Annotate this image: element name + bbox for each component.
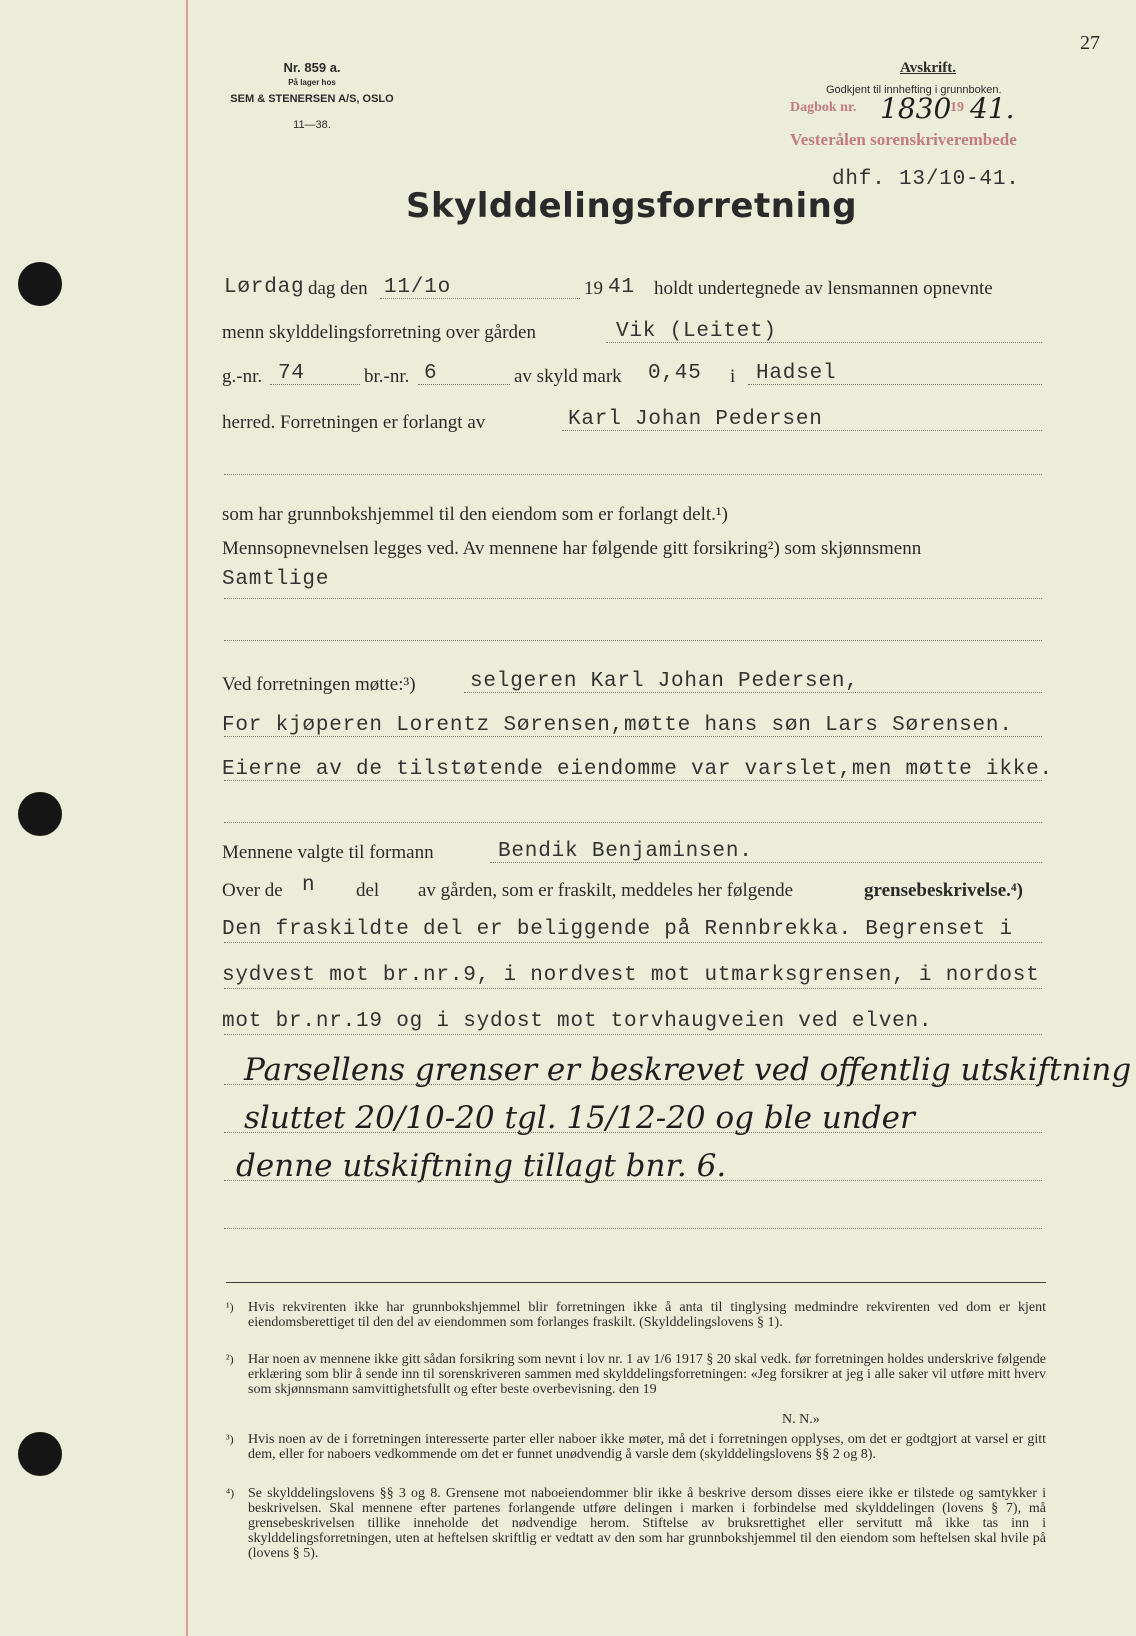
footnote-text: N. N.» [782, 1412, 820, 1427]
year-prefix: 19 [584, 278, 603, 299]
punch-hole [18, 792, 62, 836]
grense-line-1: Den fraskildte del er beliggende på Rennbrekka. Begrenset i [222, 918, 1013, 941]
form-number: Nr. 859 a. [283, 60, 341, 75]
gnr-value: 74 [278, 362, 305, 385]
dotted-line [606, 342, 1042, 343]
grense-line-3: mot br.nr.19 og i sydost mot torvhaugveien ved elven. [222, 1010, 933, 1033]
forsikring-answer: Samtlige [222, 568, 330, 591]
dotted-line [562, 430, 1042, 431]
footnote-4 [226, 1486, 1046, 1561]
dagbok-number: 1830 [880, 92, 952, 125]
fraskilt-text: av gården, som er fraskilt, meddeles her følgende [418, 880, 794, 901]
footnote-1 [226, 1300, 1046, 1330]
motte-line-3: Eierne av de tilstøtende eiendomme var varslet,men møtte ikke. [222, 758, 1053, 781]
printer-date: 11—38. [293, 119, 331, 131]
punch-hole [18, 1432, 62, 1476]
footnote-3 [226, 1432, 1046, 1462]
brnr-value: 6 [424, 362, 438, 385]
printer-name: SEM & STENERSEN A/S, OSLO [230, 93, 394, 105]
holdt-text: holdt undertegnede av lensmannen opnevnte [654, 278, 993, 299]
dotted-line [224, 1132, 1042, 1133]
dotted-line [224, 780, 1042, 781]
dotted-line [490, 862, 1042, 863]
printer-line: På lager hos [288, 78, 336, 87]
footnote-2 [226, 1352, 1046, 1397]
dotted-line [418, 384, 510, 385]
footnote-text: Har noen av mennene ikke gitt sådan forsikring som nevnt i lov nr. 1 av 1/6 1917 § 20 skal vedk. før forretningen holdes underskrive følgende erklæring som blir å sende inn til sorenskriveren sammen med skylddelingsforretningen: «Jeg forsikrer at jeg i alle saker vil utføre mitt hverv som skjønnsmann samvittighetsfullt og efter beste overbevisning. den 19 [248, 1352, 1046, 1397]
skyld-value: 0,45 [648, 362, 702, 385]
motte-line-1: selgeren Karl Johan Pedersen, [470, 670, 859, 693]
dotted-line [748, 384, 1042, 385]
dotted-line [224, 640, 1042, 641]
dotted-line [224, 1034, 1042, 1035]
godkjent-text: Godkjent til innhefting i grunnboken. [826, 84, 1002, 96]
motte-line-2: For kjøperen Lorentz Sørensen,møtte hans søn Lars Sørensen. [222, 714, 1013, 737]
dotted-line [224, 1084, 1042, 1085]
dotted-line [270, 384, 360, 385]
footnote-text: Hvis rekvirenten ikke har grunnbokshjemmel blir forretningen ikke å anta til tinglysing medmindre rekvirenten ved dom er kjent eiendomsberettiget til den del av eiendommen som forlanges fraskilt. (Skylddelingslovens § 1). [248, 1300, 1046, 1330]
brnr-label: br.-nr. [364, 366, 410, 387]
dotted-line [224, 598, 1042, 599]
year-value: 41 [608, 276, 635, 299]
over-de-label: Over de [222, 880, 283, 901]
dotted-line [464, 692, 1042, 693]
motte-label: Ved forretningen møtte:³) [222, 674, 416, 695]
requester-value: Karl Johan Pedersen [568, 408, 823, 431]
dagbok-label: Dagbok nr. [790, 100, 857, 115]
handwritten-line-2: sluttet 20/10-20 tgl. 15/12-20 og ble under [244, 1100, 915, 1136]
del-label: del [356, 880, 380, 901]
grunnbok-text: som har grunnbokshjemmel til den eiendom som er forlangt delt.¹) [222, 504, 728, 525]
footnote-number: ³) [226, 1432, 234, 1446]
dotted-line [224, 736, 1042, 737]
dag-den-label: dag den [308, 278, 368, 299]
menn-text: menn skylddelingsforretning over gården [222, 322, 536, 343]
dotted-line [224, 822, 1042, 823]
date-value: 11/1o [384, 276, 452, 299]
mennsop-text: Mennsopnevnelsen legges ved. Av mennene har følgende gitt forsikring²) som skjønnsmenn [222, 538, 922, 559]
day-value: Lørdag [224, 276, 305, 299]
page-number: 27 [1080, 32, 1100, 54]
dotted-line [380, 298, 580, 299]
farm-name: Vik (Leitet) [616, 320, 777, 343]
footnote-number: ¹) [226, 1300, 234, 1314]
footnote-number: ⁴) [226, 1486, 235, 1500]
dagbok-year: 41. [970, 92, 1015, 125]
punch-hole [18, 262, 62, 306]
handwritten-line-3: denne utskiftning tillagt bnr. 6. [236, 1148, 727, 1184]
footnote-text: Se skylddelingslovens §§ 3 og 8. Grensene mot naboeiendommer blir ikke å beskrive dersom disses eiere ikke er tilstede og samtykker i beskrivelsen. Skal mennene efter partenes forlangende utføre delingen i marken i forbindelse med skylddelingen (lovens § 7), må grensebeskrivelsen tillike inneholde det nødvendige herom. Stiftelse av bruksrettighet eller servitutt må ikke tas inn i skylddelingsforretningen, uten at heftelsen skriftlig er vedtatt av den som har grunnbokshjemmel til den eiendom som heftelsen skal hvile på (lovens § 5). [248, 1486, 1046, 1561]
formann-value: Bendik Benjaminsen. [498, 840, 753, 863]
office-stamp: Vesterålen sorenskriverembede [790, 130, 1017, 149]
margin-line [186, 0, 188, 1636]
dotted-line [224, 474, 1042, 475]
skyld-label: av skyld mark [514, 366, 622, 387]
dotted-line [224, 942, 1042, 943]
dotted-line [224, 1228, 1042, 1229]
avskrift-label: Avskrift. [900, 60, 956, 76]
dotted-line [224, 1180, 1042, 1181]
footnote-number: ²) [226, 1352, 234, 1366]
document-title: Skylddelingsforretning [406, 186, 858, 226]
grense-bold: grensebeskrivelse.⁴) [864, 880, 1023, 901]
grense-line-2: sydvest mot br.nr.9, i nordvest mot utmarksgrensen, i nordost [222, 964, 1040, 987]
handwritten-line-1: Parsellens grenser er beskrevet ved offentlig utskiftning [244, 1052, 1132, 1088]
municipality-value: Hadsel [756, 362, 837, 385]
footnote-signature [226, 1412, 1046, 1427]
i-label: i [730, 366, 736, 387]
footnote-rule [226, 1282, 1046, 1283]
dotted-line [224, 988, 1042, 989]
over-de-value: n [302, 874, 316, 897]
herred-text: herred. Forretningen er forlangt av [222, 412, 486, 433]
dagbok-year-prefix: 19 [950, 100, 964, 115]
dhf-annotation: dhf. 13/10-41. [832, 168, 1020, 191]
footnote-text: Hvis noen av de i forretningen interesserte parter eller naboer ikke møter, må det i forretningen opplyses, om det er godtgjort at varsel er gitt dem, eller for naboers vedkommende om det er funnet unødvendig å varsle dem (skylddelingslovens §§ 2 og 8). [248, 1432, 1046, 1462]
formann-label: Mennene valgte til formann [222, 842, 434, 863]
gnr-label: g.-nr. [222, 366, 263, 387]
